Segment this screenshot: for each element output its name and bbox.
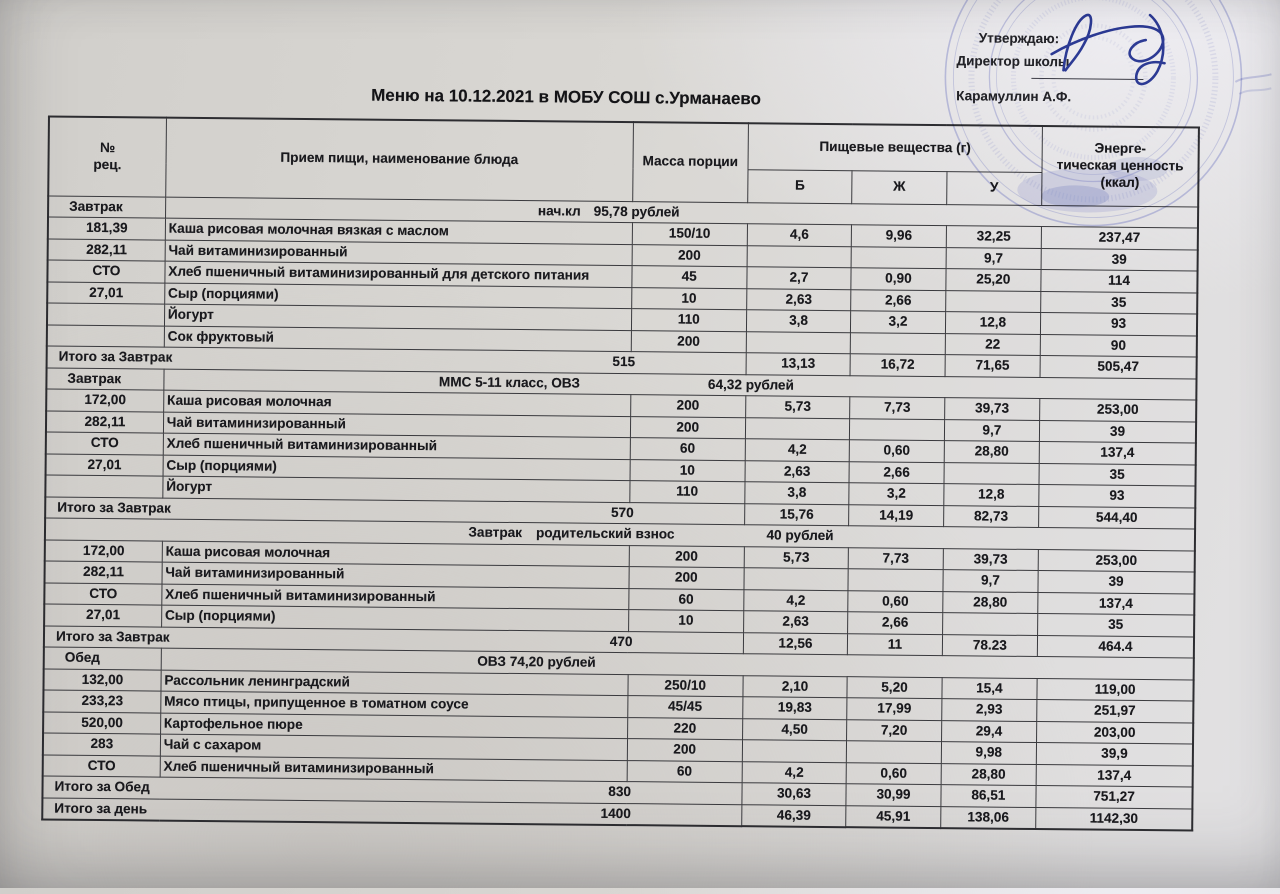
carbs-cell: 12,8 bbox=[945, 312, 1041, 334]
dish-name-cell: Чай витаминизированный bbox=[163, 412, 630, 438]
recipe-num-cell: 282,11 bbox=[45, 561, 162, 584]
energy-cell: 253,00 bbox=[1038, 549, 1195, 572]
energy-cell: 114 bbox=[1041, 270, 1198, 293]
protein-cell bbox=[744, 568, 849, 591]
header-mass: Масса порции bbox=[632, 122, 748, 202]
carbs-total-cell: 138,06 bbox=[940, 806, 1036, 829]
fat-cell: 0,60 bbox=[850, 440, 944, 462]
carbs-cell: 29,4 bbox=[941, 720, 1037, 742]
fat-cell bbox=[851, 246, 945, 268]
protein-cell bbox=[745, 417, 850, 440]
director-name: Карамуллин А.Ф. bbox=[956, 88, 1072, 105]
energy-cell: 137,4 bbox=[1036, 764, 1193, 787]
recipe-num-cell: 27,01 bbox=[47, 281, 164, 304]
dish-name-cell: Чай с сахаром bbox=[160, 734, 627, 760]
recipe-num-cell: 27,01 bbox=[44, 604, 161, 627]
protein-cell: 2,10 bbox=[743, 675, 848, 698]
fat-cell: 9,96 bbox=[852, 225, 946, 247]
dish-name-cell: Йогурт bbox=[163, 476, 630, 502]
fat-total-cell: 45,91 bbox=[846, 805, 941, 828]
fat-total-cell: 11 bbox=[848, 633, 942, 655]
dish-name-cell: Чай витаминизированный bbox=[165, 240, 632, 266]
fat-total-cell: 16,72 bbox=[850, 354, 944, 376]
energy-cell: 119,00 bbox=[1037, 678, 1194, 701]
header-dish: Прием пищи, наименование блюда bbox=[166, 118, 634, 201]
recipe-num-cell: 181,39 bbox=[48, 217, 165, 240]
carbs-cell: 39,73 bbox=[943, 548, 1039, 570]
protein-cell: 3,8 bbox=[745, 482, 850, 505]
mass-cell: 200 bbox=[630, 416, 745, 439]
recipe-num-cell bbox=[47, 303, 164, 326]
protein-total-cell: 30,63 bbox=[742, 783, 847, 806]
page-title: Меню на 10.12.2021 в МОБУ СОШ с.Урманаево bbox=[371, 85, 762, 109]
dish-name-cell: Каша рисовая молочная bbox=[162, 541, 629, 567]
recipe-num-cell: 172,00 bbox=[46, 389, 163, 412]
protein-cell: 4,50 bbox=[742, 718, 847, 741]
protein-cell: 4,2 bbox=[742, 761, 847, 784]
mass-cell: 200 bbox=[627, 739, 742, 762]
mass-cell: 220 bbox=[627, 717, 742, 740]
mass-cell: 200 bbox=[629, 545, 744, 568]
energy-cell: 39 bbox=[1038, 571, 1195, 594]
carbs-cell: 9,7 bbox=[946, 247, 1042, 269]
carbs-cell bbox=[945, 290, 1041, 312]
mass-cell: 10 bbox=[631, 287, 746, 310]
carbs-cell: 12,8 bbox=[943, 484, 1039, 506]
carbs-cell: 32,25 bbox=[946, 226, 1042, 248]
dish-name-cell: Сыр (порциями) bbox=[164, 283, 631, 309]
fat-cell: 5,20 bbox=[847, 676, 941, 698]
energy-cell: 35 bbox=[1038, 614, 1195, 637]
energy-cell: 90 bbox=[1040, 334, 1197, 357]
total-mass: 570 bbox=[610, 504, 634, 520]
meal-label: Завтрак bbox=[468, 524, 523, 541]
protein-total-cell: 46,39 bbox=[741, 804, 846, 827]
dish-name-cell: Мясо птицы, припущенное в томатном соусе bbox=[161, 691, 628, 717]
recipe-num-cell: 27,01 bbox=[46, 453, 163, 476]
carbs-cell: 2,93 bbox=[941, 699, 1037, 721]
mass-cell: 250/10 bbox=[628, 674, 743, 697]
meal-label: Обед bbox=[44, 647, 161, 670]
director-label: Директор школы bbox=[956, 53, 1070, 70]
total-label: Итого за день bbox=[54, 800, 148, 817]
recipe-num-cell: СТО bbox=[47, 260, 164, 283]
fat-cell: 3,2 bbox=[851, 311, 945, 333]
fat-cell: 0,90 bbox=[851, 268, 945, 290]
energy-cell: 253,00 bbox=[1040, 399, 1197, 422]
fat-total-cell: 14,19 bbox=[849, 504, 943, 526]
fat-cell: 3,2 bbox=[849, 483, 943, 505]
fat-cell: 0,60 bbox=[846, 762, 940, 784]
total-mass: 515 bbox=[612, 354, 636, 370]
carbs-cell: 25,20 bbox=[945, 269, 1041, 291]
carbs-cell: 39,73 bbox=[944, 398, 1040, 420]
carbs-total-cell: 71,65 bbox=[945, 355, 1041, 377]
carbs-cell bbox=[942, 613, 1038, 635]
protein-cell: 4,6 bbox=[747, 224, 852, 247]
mass-cell: 200 bbox=[632, 244, 747, 267]
approve-label: Утверждаю: bbox=[978, 30, 1060, 47]
protein-cell: 2,63 bbox=[745, 460, 850, 483]
dish-name-cell: Хлеб пшеничный витаминизированный bbox=[160, 756, 627, 782]
recipe-num-cell: 172,00 bbox=[45, 539, 162, 562]
recipe-num-cell bbox=[47, 324, 164, 347]
fat-cell: 2,66 bbox=[851, 289, 945, 311]
fat-cell: 7,20 bbox=[847, 719, 941, 741]
recipe-num-cell: 283 bbox=[43, 733, 160, 756]
meal-label: Завтрак bbox=[46, 367, 163, 390]
carbs-cell: 28,80 bbox=[941, 763, 1037, 785]
total-label: Итого за Завтрак bbox=[58, 348, 173, 365]
total-mass: 830 bbox=[608, 784, 632, 800]
dish-name-cell: Каша рисовая молочная вязкая с маслом bbox=[165, 218, 632, 244]
dish-name-cell: Хлеб пшеничный витаминизированный для детского питания bbox=[165, 261, 632, 287]
section-note-part: 40 рублей bbox=[766, 527, 834, 544]
dish-name-cell: Каша рисовая молочная bbox=[163, 390, 630, 416]
protein-cell: 5,73 bbox=[744, 546, 849, 569]
fat-cell bbox=[848, 569, 942, 591]
director-signature-icon bbox=[1033, 4, 1199, 106]
header-energy: Энерге- тическая ценность (ккал) bbox=[1042, 126, 1199, 206]
mass-cell: 200 bbox=[630, 395, 745, 418]
recipe-num-cell: СТО bbox=[46, 432, 163, 455]
protein-cell bbox=[742, 740, 847, 763]
recipe-num-cell: 282,11 bbox=[46, 410, 163, 433]
mass-cell: 200 bbox=[631, 330, 746, 353]
recipe-num-cell: 520,00 bbox=[43, 711, 160, 734]
mass-cell: 10 bbox=[628, 610, 743, 633]
recipe-num-cell: 282,11 bbox=[48, 238, 165, 261]
mass-cell: 110 bbox=[631, 309, 746, 332]
protein-cell: 3,8 bbox=[746, 310, 851, 333]
energy-cell: 35 bbox=[1041, 291, 1198, 314]
fat-cell: 2,66 bbox=[848, 612, 942, 634]
protein-cell: 4,2 bbox=[743, 589, 848, 612]
energy-cell: 137,4 bbox=[1039, 442, 1196, 465]
protein-cell: 4,2 bbox=[745, 439, 850, 462]
section-note-part: ОВЗ 74,20 рублей bbox=[477, 653, 596, 670]
energy-cell: 251,97 bbox=[1037, 700, 1194, 723]
energy-cell: 237,47 bbox=[1041, 227, 1198, 250]
dish-name-cell: Хлеб пшеничный витаминизированный bbox=[163, 433, 630, 459]
section-note-part: нач.кл bbox=[537, 202, 581, 219]
carbs-cell: 28,80 bbox=[944, 441, 1040, 463]
carbs-cell: 22 bbox=[945, 333, 1041, 355]
dish-name-cell: Чай витаминизированный bbox=[162, 562, 629, 588]
carbs-total-cell: 82,73 bbox=[943, 505, 1039, 527]
mass-cell: 45 bbox=[632, 266, 747, 289]
carbs-total-cell: 78.23 bbox=[942, 634, 1038, 656]
dish-name-cell: Йогурт bbox=[164, 304, 631, 330]
recipe-num-cell: 132,00 bbox=[43, 668, 160, 691]
energy-cell: 93 bbox=[1039, 485, 1196, 508]
protein-total-cell: 13,13 bbox=[746, 353, 851, 376]
recipe-num-cell: СТО bbox=[44, 582, 161, 605]
dish-name-cell: Картофельное пюре bbox=[160, 713, 627, 739]
dish-name-cell: Сыр (порциями) bbox=[161, 605, 628, 631]
recipe-num-cell: 233,23 bbox=[43, 690, 160, 713]
energy-total-cell: 505,47 bbox=[1040, 356, 1197, 379]
mass-cell: 110 bbox=[630, 481, 745, 504]
protein-cell: 2,63 bbox=[746, 288, 851, 311]
energy-cell: 203,00 bbox=[1037, 721, 1194, 744]
energy-total-cell: 751,27 bbox=[1036, 786, 1193, 809]
energy-total-cell: 464.4 bbox=[1037, 635, 1194, 658]
fat-cell bbox=[850, 418, 944, 440]
section-note-part: 64,32 рублей bbox=[707, 376, 794, 393]
header-fat: Ж bbox=[852, 170, 947, 204]
mass-cell: 200 bbox=[629, 567, 744, 590]
fat-cell: 7,73 bbox=[849, 547, 943, 569]
fat-cell bbox=[847, 741, 941, 763]
header-carbs: У bbox=[946, 171, 1042, 205]
total-label: Итого за Обед bbox=[54, 778, 150, 795]
fat-cell bbox=[851, 332, 945, 354]
dish-name-cell: Рассольник ленинградский bbox=[161, 670, 628, 696]
energy-total-cell: 1142,30 bbox=[1036, 807, 1193, 831]
fat-total-cell: 30,99 bbox=[846, 784, 940, 806]
carbs-cell: 9,98 bbox=[941, 742, 1037, 764]
protein-total-cell: 12,56 bbox=[743, 632, 848, 655]
dish-name-cell: Сок фруктовый bbox=[164, 326, 631, 352]
mass-cell: 60 bbox=[628, 588, 743, 611]
energy-total-cell: 544,40 bbox=[1039, 506, 1196, 529]
total-label: Итого за Завтрак bbox=[55, 628, 170, 645]
fat-cell: 7,73 bbox=[850, 397, 944, 419]
section-note-part: родительский взнос bbox=[535, 525, 675, 542]
protein-cell bbox=[747, 245, 852, 268]
protein-cell: 5,73 bbox=[745, 396, 850, 419]
protein-cell: 2,63 bbox=[743, 611, 848, 634]
mass-cell: 60 bbox=[627, 760, 742, 783]
energy-cell: 39 bbox=[1039, 420, 1196, 443]
recipe-num-cell bbox=[45, 475, 162, 498]
protein-cell: 19,83 bbox=[742, 697, 847, 720]
mass-cell: 45/45 bbox=[627, 696, 742, 719]
meal-label: Завтрак bbox=[48, 196, 165, 219]
header-recipe-num: № рец. bbox=[48, 117, 166, 197]
dish-name-cell: Сыр (порциями) bbox=[163, 455, 630, 481]
mass-cell: 150/10 bbox=[632, 223, 747, 246]
mass-cell: 10 bbox=[630, 459, 745, 482]
section-note-part: ММС 5-11 класс, ОВЗ bbox=[438, 373, 581, 391]
energy-cell: 39,9 bbox=[1036, 743, 1193, 766]
recipe-num-cell: СТО bbox=[43, 754, 160, 777]
carbs-cell: 9,7 bbox=[943, 570, 1039, 592]
fat-cell: 17,99 bbox=[847, 698, 941, 720]
protein-total-cell: 15,76 bbox=[744, 503, 849, 526]
energy-cell: 93 bbox=[1041, 313, 1198, 336]
carbs-cell: 28,80 bbox=[942, 591, 1038, 613]
fat-cell: 0,60 bbox=[848, 590, 942, 612]
section-note-part: 95,78 рублей bbox=[593, 203, 680, 220]
energy-cell: 137,4 bbox=[1038, 592, 1195, 615]
header-protein: Б bbox=[747, 169, 852, 203]
energy-cell: 39 bbox=[1041, 248, 1198, 271]
energy-cell: 35 bbox=[1039, 463, 1196, 486]
carbs-cell bbox=[944, 462, 1040, 484]
total-mass: 1400 bbox=[600, 805, 631, 821]
total-label: Итого за Завтрак bbox=[57, 499, 171, 516]
dish-name-cell: Хлеб пшеничный витаминизированный bbox=[162, 584, 629, 610]
header-nutrients: Пищевые вещества (г) bbox=[748, 123, 1043, 172]
carbs-cell: 15,4 bbox=[942, 677, 1038, 699]
mass-cell: 60 bbox=[630, 438, 745, 461]
total-mass: 470 bbox=[609, 633, 633, 649]
protein-cell bbox=[746, 331, 851, 354]
fat-cell: 2,66 bbox=[849, 461, 943, 483]
carbs-total-cell: 86,51 bbox=[941, 785, 1037, 807]
protein-cell: 2,7 bbox=[747, 267, 852, 290]
carbs-cell: 9,7 bbox=[944, 419, 1040, 441]
